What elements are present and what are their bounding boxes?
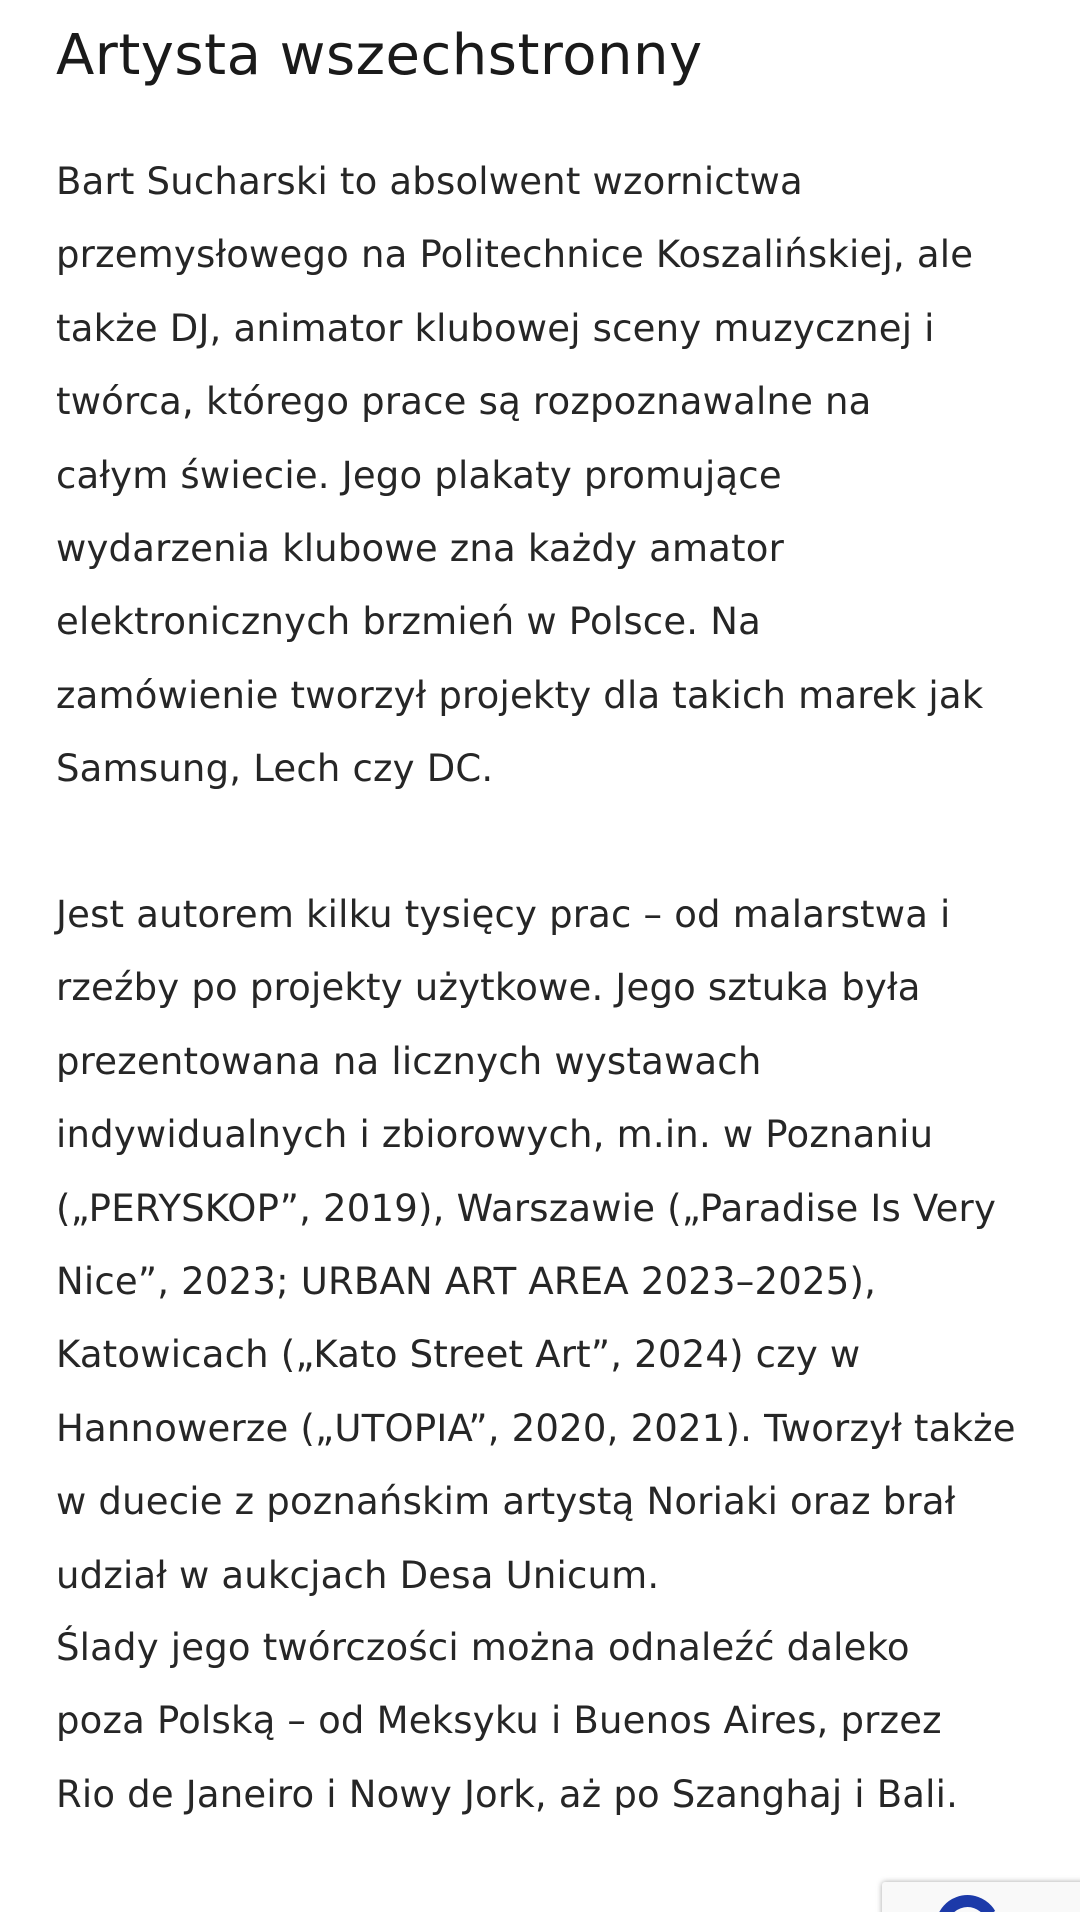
recaptcha-logo-icon: [932, 1892, 1002, 1912]
paragraph-line: Rio de Janeiro i Nowy Jork, aż po Szanghaj i Bali.: [56, 1772, 959, 1816]
article-paragraph-3: [56, 1611, 958, 1831]
paragraph-line: Katowicach („Kato Street Art”, 2024) czy w: [56, 1333, 861, 1377]
paragraph-line: indywidualnych i zbiorowych, m.in. w Poznaniu: [56, 1113, 934, 1157]
article-paragraph-1: [56, 145, 983, 806]
paragraph-line: przemysłowego na Politechnice Koszalińskiej, ale: [56, 233, 974, 277]
paragraph-line: poza Polską – od Meksyku i Buenos Aires, przez: [56, 1699, 942, 1743]
paragraph-line: elektronicznych brzmień w Polsce. Na: [56, 600, 761, 644]
paragraph-line: zamówienie tworzył projekty dla takich marek jak: [56, 673, 984, 717]
paragraph-line: („PERYSKOP”, 2019), Warszawie („Paradise Is Very: [56, 1186, 997, 1230]
paragraph-line: rzeźby po projekty użytkowe. Jego sztuka była: [56, 966, 921, 1010]
paragraph-line: Hannowerze („UTOPIA”, 2020, 2021). Tworzył także: [56, 1406, 1016, 1450]
article-paragraph-2: [56, 878, 1016, 1612]
paragraph-line: udział w aukcjach Desa Unicum.: [56, 1553, 660, 1597]
paragraph-line: całym świecie. Jego plakaty promujące: [56, 453, 782, 497]
recaptcha-badge[interactable]: [882, 1882, 1080, 1912]
article-title: Artysta wszechstronny: [56, 23, 703, 88]
paragraph-line: także DJ, animator klubowej sceny muzycznej i: [56, 306, 935, 350]
paragraph-line: Samsung, Lech czy DC.: [56, 747, 494, 791]
paragraph-line: Nice”, 2023; URBAN ART AREA 2023–2025),: [56, 1260, 877, 1304]
paragraph-line: Ślady jego twórczości można odnaleźć daleko: [56, 1626, 910, 1669]
paragraph-line: wydarzenia klubowe zna każdy amator: [56, 527, 785, 571]
article: [56, 0, 1036, 1816]
paragraph-line: twórca, którego prace są rozpoznawalne na: [56, 380, 872, 424]
paragraph-line: w duecie z poznańskim artystą Noriaki oraz brał: [56, 1480, 956, 1524]
paragraph-line: Bart Sucharski to absolwent wzornictwa: [56, 160, 803, 203]
paragraph-line: Jest autorem kilku tysięcy prac – od malarstwa i: [56, 893, 951, 936]
paragraph-line: prezentowana na licznych wystawach: [56, 1039, 762, 1083]
